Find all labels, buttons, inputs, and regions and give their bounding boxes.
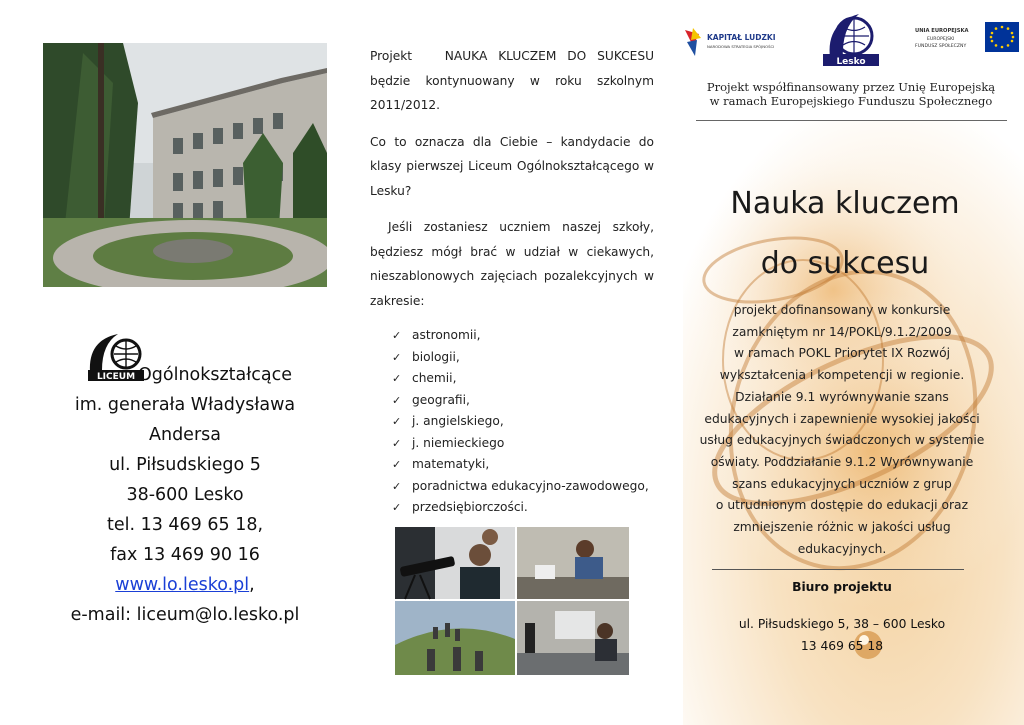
checkmark-icon: ✓ bbox=[392, 372, 402, 385]
kapital-ludzki-logo bbox=[683, 24, 776, 56]
cofinancing-line-1: Projekt współfinansowany przez Unię Europejską bbox=[706, 80, 996, 94]
list-item: ✓ przedsiębiorczości. bbox=[392, 497, 654, 519]
intro-paragraph bbox=[370, 44, 654, 118]
fax-line: fax 13 469 90 16 bbox=[110, 545, 260, 565]
description-line: zamkniętym nr 14/POKL/9.1.2/2009 bbox=[732, 324, 952, 339]
description-line: o utrudnionym dostępie do edukacji oraz bbox=[715, 498, 969, 513]
project-description bbox=[696, 300, 988, 560]
title-line-1: Nauka kluczem bbox=[730, 186, 960, 221]
checkmark-icon: ✓ bbox=[392, 415, 402, 428]
description-line: szans edukacyjnych uczniów z grup bbox=[732, 476, 952, 491]
eu-line-3: FUNDUSZ SPOŁECZNY bbox=[915, 44, 967, 49]
list-item: ✓ chemii, bbox=[392, 368, 654, 390]
question-paragraph: Co to oznacza dla Ciebie – kandydacie do klasy pierwszej Liceum Ogólnokształcącego w Lesku? bbox=[370, 134, 654, 198]
checkmark-icon: ✓ bbox=[392, 479, 402, 493]
eu-logo bbox=[915, 22, 1019, 52]
website-link[interactable]: www.lo.lesko.pl bbox=[115, 575, 250, 595]
website-line bbox=[40, 570, 330, 600]
lesko-logo bbox=[823, 14, 879, 67]
office-phone: 13 469 65 18 bbox=[800, 638, 884, 653]
cofinancing-note bbox=[696, 80, 1006, 108]
address-line-4: ul. Piłsudskiego 5 bbox=[109, 455, 261, 475]
description-line: usług edukacyjnych świadczonych w systemie bbox=[699, 433, 985, 448]
phone-line: tel. 13 469 65 18, bbox=[106, 515, 264, 535]
lesko-logo-label: Lesko bbox=[836, 57, 866, 67]
project-name: NAUKA KLUCZEM DO SUKCESU bbox=[444, 49, 655, 63]
checkmark-icon: ✓ bbox=[392, 501, 402, 514]
sponsor-logos bbox=[683, 12, 1024, 72]
checkmark-icon: ✓ bbox=[392, 329, 402, 342]
website-suffix: , bbox=[249, 575, 255, 595]
address-line-1: Ogólnokształcące bbox=[138, 365, 292, 385]
description-line: wykształcenia i kompetencji w regionie. bbox=[719, 368, 965, 383]
email-line: e-mail: liceum@lo.lesko.pl bbox=[70, 605, 300, 625]
checkmark-icon: ✓ bbox=[392, 436, 402, 450]
cofinancing-line-2: w ramach Europejskiego Funduszu Społecznego bbox=[709, 94, 993, 108]
eu-line-2: EUROPEJSKI bbox=[927, 37, 955, 42]
activities-photo-collage bbox=[395, 527, 629, 675]
address-line-5: 38-600 Lesko bbox=[126, 485, 244, 505]
divider bbox=[712, 569, 964, 570]
description-line: edukacyjnych i zapewnienie wysokiej jakości bbox=[704, 411, 980, 426]
list-item: ✓ j. angielskiego, bbox=[392, 411, 654, 433]
kapital-ludzki-title: KAPITAŁ LUDZKI bbox=[707, 33, 776, 42]
title-line-2: do sukcesu bbox=[760, 246, 930, 281]
list-item: ✓ astronomii, bbox=[392, 325, 654, 347]
project-office-contact bbox=[696, 614, 988, 657]
activities-list bbox=[370, 325, 654, 519]
offer-paragraph: Jeśli zostaniesz uczniem naszej szkoły, będziesz mógł brać w udział w ciekawych, nieszablonowych zajęciach pozalekcyjnych w zakresie: bbox=[370, 220, 654, 308]
eu-line-1: UNIA EUROPEJSKA bbox=[915, 28, 969, 34]
description-line: Działanie 9.1 wyrównywanie szans bbox=[735, 389, 949, 404]
description-line: zmniejszenie różnic w jakości usług bbox=[733, 520, 951, 535]
checkmark-icon: ✓ bbox=[392, 393, 402, 407]
school-address bbox=[40, 360, 330, 630]
school-building-photo bbox=[43, 43, 327, 287]
list-item: ✓ biologii, bbox=[392, 347, 654, 369]
list-item: ✓ matematyki, bbox=[392, 454, 654, 476]
checkmark-icon: ✓ bbox=[392, 458, 402, 471]
description-line: oświaty. Poddziałanie 9.1.2 Wyrównywanie bbox=[710, 454, 974, 469]
list-item: ✓ geografii, bbox=[392, 390, 654, 412]
description-line: w ramach POKL Priorytet IX Rozwój bbox=[733, 346, 951, 361]
address-line-3: Andersa bbox=[149, 425, 221, 445]
description-line: projekt dofinansowany w konkursie bbox=[733, 303, 951, 317]
list-item: ✓ poradnictwa edukacyjno-zawodowego, bbox=[392, 476, 654, 498]
leaflet-title bbox=[700, 174, 990, 294]
middle-panel bbox=[370, 44, 654, 519]
address-line-2: im. generała Władysława bbox=[74, 395, 296, 415]
office-address: ul. Piłsudskiego 5, 38 – 600 Lesko bbox=[738, 617, 946, 631]
liceum-logo-text: LICEUM bbox=[96, 372, 136, 382]
divider bbox=[696, 120, 1007, 121]
list-item: ✓ j. niemieckiego bbox=[392, 433, 654, 455]
project-office-heading: Biuro projektu bbox=[792, 580, 892, 594]
kapital-ludzki-subtitle: NARODOWA STRATEGIA SPÓJNOŚCI bbox=[707, 44, 775, 49]
description-line: edukacyjnych. bbox=[797, 541, 887, 556]
checkmark-icon: ✓ bbox=[392, 350, 402, 364]
intro-prefix: Projekt bbox=[370, 49, 413, 63]
intro-rest: będzie kontynuowany w roku szkolnym 2011/2012. bbox=[370, 73, 654, 112]
